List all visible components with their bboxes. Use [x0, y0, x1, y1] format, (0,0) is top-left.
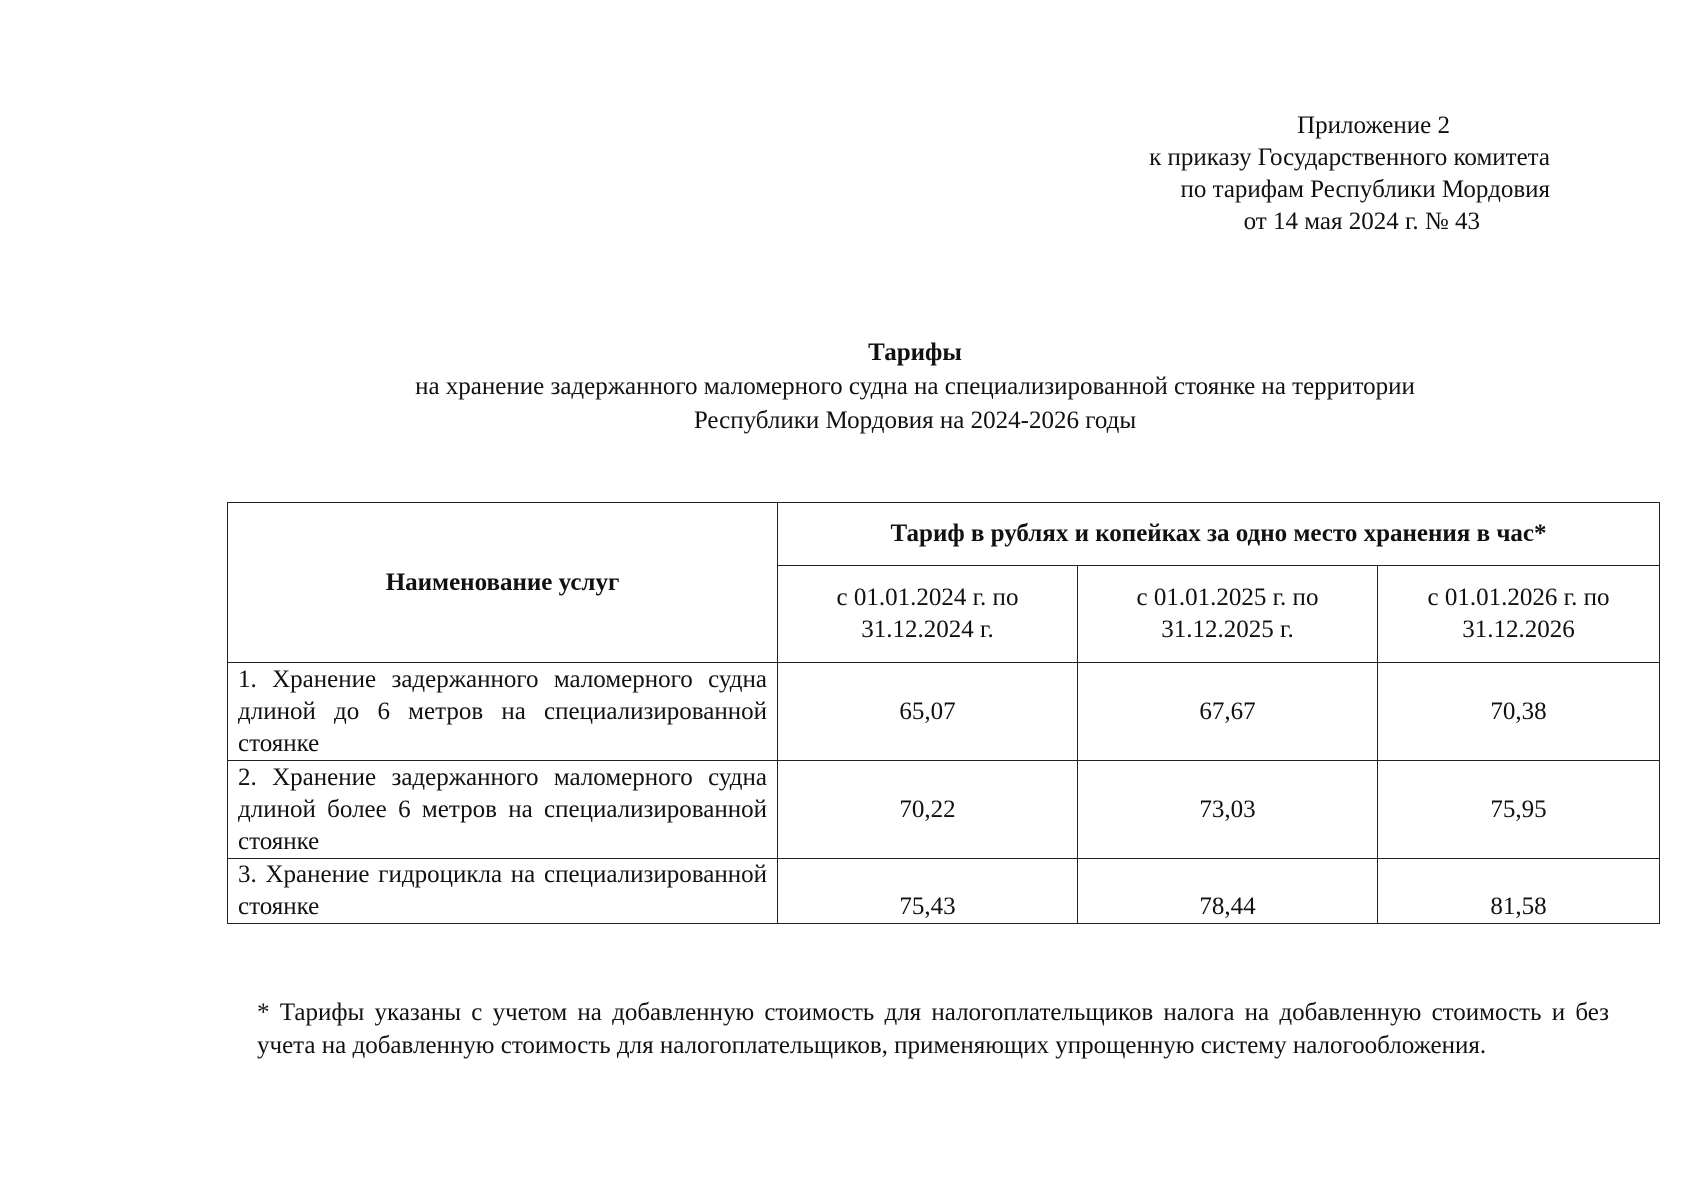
service-name: 3. Хранение гидроцикла на специализированной стоянке — [228, 859, 778, 924]
tariff-value: 70,38 — [1378, 663, 1660, 761]
document-title — [300, 337, 1530, 439]
appendix-date: от 14 мая 2024 г. № 43 — [1243, 208, 1480, 235]
footnote: * Тарифы указаны с учетом на добавленную стоимость для налогоплательщиков налога на добавленную стоимость и без учета на добавленную стоимость для налогоплательщиков, применяющих упрощенную систему налогообложения. — [257, 999, 1609, 1059]
table-row — [228, 663, 1660, 761]
appendix-committee: по тарифам Республики Мордовия — [1180, 176, 1550, 203]
title-subtitle-2: Республики Мордовия на 2024-2026 годы — [693, 407, 1137, 434]
tariff-value: 67,67 — [1078, 663, 1378, 761]
tariff-value: 75,95 — [1378, 761, 1660, 859]
table-row — [228, 761, 1660, 859]
tariff-table — [227, 502, 1660, 924]
period-2026-from: с 01.01.2026 г. по — [1427, 584, 1610, 611]
period-2026-to: 31.12.2026 — [1462, 616, 1575, 643]
service-name-header: Наименование услуг — [228, 503, 778, 663]
period-2024-to: 31.12.2024 г. — [861, 616, 994, 643]
period-2025-to: 31.12.2025 г. — [1161, 616, 1294, 643]
period-2026 — [1378, 566, 1660, 663]
title-subtitle-1: на хранение задержанного маломерного судна на специализированной стоянке на территории — [415, 373, 1415, 400]
period-2025-from: с 01.01.2025 г. по — [1136, 584, 1319, 611]
appendix-number: Приложение 2 — [1297, 112, 1450, 139]
table-header-row — [228, 503, 1660, 566]
tariff-value: 75,43 — [778, 859, 1078, 924]
tariff-value: 73,03 — [1078, 761, 1378, 859]
period-2024-from: с 01.01.2024 г. по — [836, 584, 1019, 611]
tariff-value: 70,22 — [778, 761, 1078, 859]
table-row — [228, 859, 1660, 924]
tariff-header: Тариф в рублях и копейках за одно место хранения в час* — [778, 503, 1660, 566]
tariff-value: 81,58 — [1378, 859, 1660, 924]
tariff-value: 78,44 — [1078, 859, 1378, 924]
appendix-order-ref: к приказу Государственного комитета — [1149, 144, 1550, 171]
title-heading: Тарифы — [868, 339, 962, 366]
service-name: 2. Хранение задержанного маломерного судна длиной более 6 метров на специализированной стоянке — [228, 761, 778, 859]
appendix-header — [1050, 110, 1550, 238]
period-2025 — [1078, 566, 1378, 663]
tariff-value: 65,07 — [778, 663, 1078, 761]
period-2024 — [778, 566, 1078, 663]
service-name: 1. Хранение задержанного маломерного судна длиной до 6 метров на специализированной стоянке — [228, 663, 778, 761]
